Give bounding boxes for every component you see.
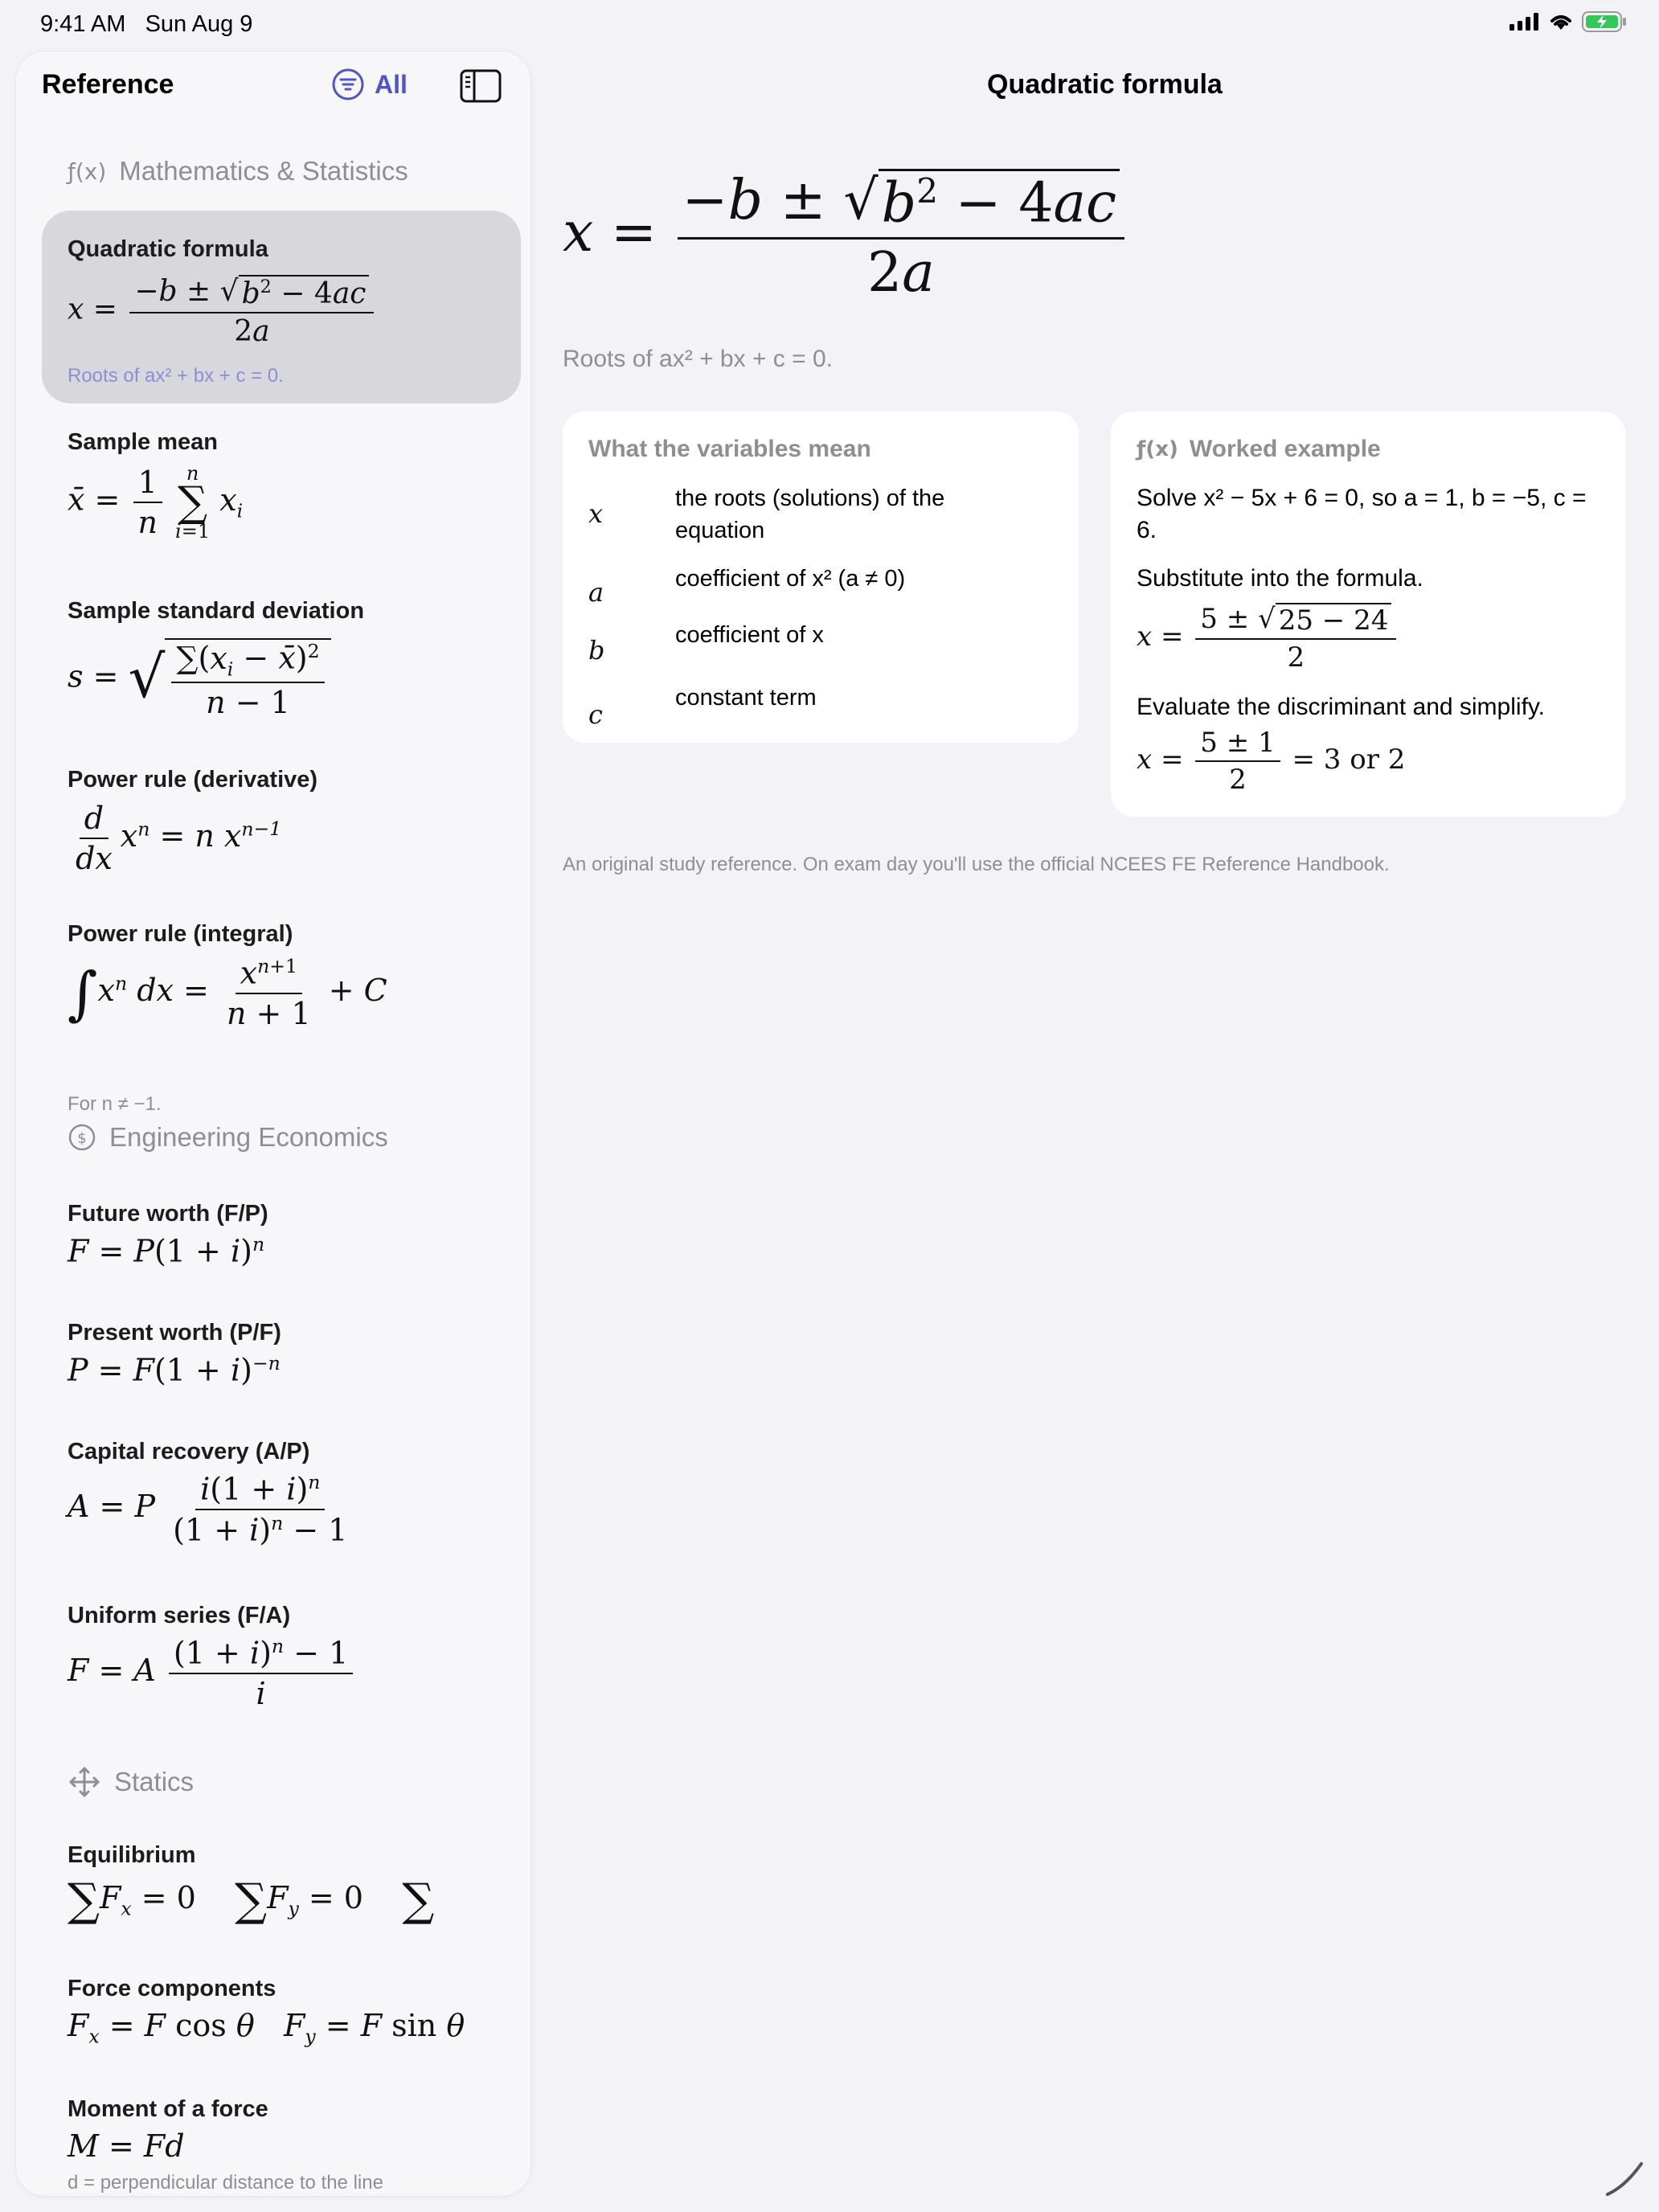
entry-formula: $F_x = F$ cos θ $F_y = F$ sin θ: [68, 2008, 465, 2048]
sidebar-item-future-worth[interactable]: [42, 1193, 521, 1289]
page-title: Quadratic formula: [987, 69, 1223, 100]
sidebar-item-equilibrium[interactable]: [42, 1834, 521, 1939]
variable-symbol: a: [588, 577, 604, 608]
entry-name: Sample mean: [68, 429, 218, 455]
sidebar-item-present-worth[interactable]: [42, 1312, 521, 1408]
example-step-text: Evaluate the discriminant and simplify.: [1137, 694, 1546, 720]
entry-name: Power rule (derivative): [68, 767, 318, 793]
example-step-text: Substitute into the formula.: [1137, 565, 1423, 592]
section-header-math: [68, 156, 408, 186]
function-icon: ƒ(x): [1137, 437, 1178, 461]
filter-label: All: [375, 69, 408, 99]
worked-example-card: [1111, 412, 1625, 817]
sidebar-header: [16, 51, 530, 124]
footer-note: An original study reference. On exam day you'll use the official NCEES FE Reference Handbook.: [563, 854, 1390, 875]
variable-description: constant term: [675, 685, 817, 711]
signal-icon: [1509, 13, 1540, 31]
sidebar: [16, 51, 530, 2196]
entry-name: Future worth (F/P): [68, 1201, 268, 1227]
card-title: What the variables mean: [588, 436, 871, 462]
entry-note: For n ≠ −1.: [68, 1093, 162, 1115]
variable-symbol: c: [588, 699, 603, 730]
pencil-corner-icon[interactable]: [1601, 2154, 1646, 2199]
entry-formula: x̄ = $\frac{1}{n}$ n ∑ i=1 $x_i$: [68, 462, 244, 543]
variables-card: [563, 412, 1079, 743]
example-formula: x = 5 ± √ 25 − 24 2: [1137, 603, 1399, 674]
sidebar-item-sample-standard-deviation[interactable]: [42, 590, 521, 743]
card-title: [1137, 436, 1381, 463]
entry-name: Uniform series (F/A): [68, 1603, 291, 1628]
variable-description: coefficient of x² (a ≠ 0): [675, 566, 906, 592]
variable-description: coefficient of x: [675, 622, 824, 648]
filter-icon: [331, 68, 365, 101]
card-title-text: Worked example: [1189, 436, 1381, 462]
status-icons: [1509, 11, 1627, 32]
sidebar-item-uniform-series[interactable]: [42, 1595, 521, 1739]
entry-formula: $F = P(1 + i)^n$: [68, 1233, 265, 1269]
formula-subtitle: Roots of ax² + bx + c = 0.: [563, 346, 834, 372]
dollar-circle-icon: [68, 1123, 96, 1152]
entry-formula: $\frac{d}{dx}$ $x^n = n$ $x^{n-1}$: [76, 801, 282, 876]
entry-formula: A = P $\frac{i(1 + i)^n}{(1 + i)^n - 1}$: [68, 1471, 348, 1548]
sidebar-toggle-button[interactable]: [460, 69, 502, 107]
variable-symbol: x: [588, 498, 604, 529]
sidebar-item-force-components[interactable]: [42, 1968, 521, 2064]
sidebar-item-power-rule-integral[interactable]: [42, 913, 521, 1130]
filter-button[interactable]: [331, 68, 408, 101]
entry-note: d = perpendicular distance to the line: [68, 2172, 383, 2194]
entry-formula: s = √ $\frac{\sum(x_i - x̄)^2}{n - 1}$: [68, 638, 331, 720]
entry-name: Force components: [68, 1976, 276, 2001]
variable-description: the roots (solutions) of the equation: [675, 485, 945, 543]
hero-formula: x = −b ± √ $b^2 - 4ac$ 2a: [563, 169, 1128, 305]
entry-formula: M = Fd: [68, 2128, 185, 2164]
entry-formula: $\int x^n$ dx = $\frac{x^{n+1}}{n + 1}$ + C: [68, 955, 387, 1031]
variable-symbol: b: [588, 635, 605, 666]
entry-name: Power rule (integral): [68, 921, 293, 947]
entry-formula: F = A $\frac{(1 + i)^n - 1}{i}$: [68, 1635, 356, 1711]
function-icon: ƒ(x): [68, 158, 107, 185]
entry-name: Moment of a force: [68, 2096, 268, 2122]
section-title: Statics: [114, 1767, 195, 1796]
entry-name: Capital recovery (A/P): [68, 1439, 310, 1464]
entry-note: Roots of ax² + bx + c = 0.: [68, 365, 284, 387]
entry-formula: $\sum F_x = 0$ $\sum F_y = 0$ ∑: [68, 1874, 435, 1927]
sidebar-icon: [460, 69, 502, 103]
battery-charging-icon: [1582, 11, 1627, 32]
section-header-economics: [68, 1122, 388, 1153]
sidebar-item-quadratic-formula[interactable]: [42, 211, 521, 403]
sidebar-item-sample-mean[interactable]: [42, 421, 521, 566]
entry-name: Sample standard deviation: [68, 598, 365, 624]
sidebar-item-capital-recovery[interactable]: [42, 1431, 521, 1575]
entry-formula: x = −b ± √ $b^2 - 4ac$ 2a: [68, 275, 377, 348]
section-header-statics: [68, 1765, 194, 1799]
entry-name: Present worth (P/F): [68, 1320, 281, 1346]
move-arrows-icon: [68, 1765, 101, 1799]
entry-formula: $P = F(1 + i)^{-n}$: [68, 1352, 281, 1388]
entry-name: Quadratic formula: [68, 236, 268, 262]
svg-text:$: $: [77, 1130, 87, 1147]
sidebar-item-power-rule-derivative[interactable]: [42, 759, 521, 903]
entry-name: Equilibrium: [68, 1842, 196, 1868]
sidebar-title: Reference: [42, 69, 174, 100]
section-title: Engineering Economics: [109, 1122, 388, 1152]
sidebar-item-moment-of-force[interactable]: [42, 2088, 521, 2193]
status-bar: [0, 0, 1659, 51]
example-step-text: Solve x² − 5x + 6 = 0, so a = 1, b = −5, c = 6.: [1137, 485, 1587, 543]
status-time: 9:41 AM Sun Aug 9: [40, 11, 253, 37]
section-title: Mathematics & Statistics: [119, 156, 408, 186]
wifi-icon: [1548, 12, 1574, 31]
example-result: x = $\frac{5 \pm 1}{2}$ = 3 or 2: [1137, 727, 1406, 796]
